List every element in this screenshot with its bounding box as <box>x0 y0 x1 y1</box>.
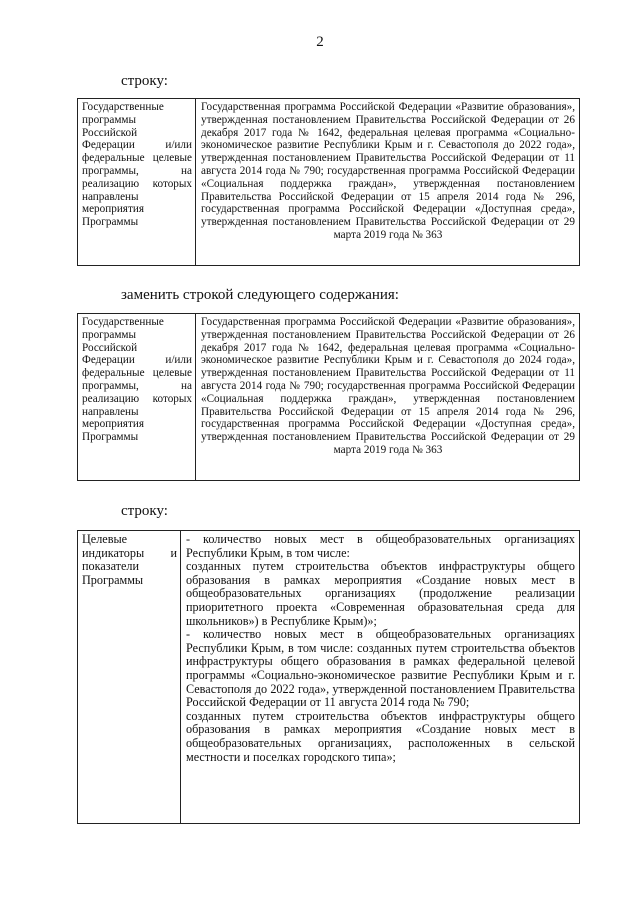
table-label-cell: Государственные программы Российской Федерации и/или федеральные целевые программы, на реализацию которых направлены мероприятия Программы <box>78 314 196 480</box>
table-content-cell: Государственная программа Российской Федерации «Развитие образования», утвержденная постановлением Правительства Российской Федерации от 26 декабря 2017 года № 1642, федеральная целевая программа «Социально-экономическое развитие Республики Крым и г. Севастополя до 2024 года», утвержденная постановлением Правительства Российской Федерации от 11 августа 2014 года № 790; государственная программа Российской Федерации «Социальная поддержка граждан», утвержденная постановлением Правительства Российской Федерации от 15 апреля 2014 года № 296, государственная программа Российской Федерации «Доступная среда», утвержденная постановлением Правительства Российской Федерации от 29 марта 2019 года № 363 <box>201 316 575 456</box>
intro-text-1: строку: <box>121 73 168 89</box>
table-new-programs <box>77 313 580 481</box>
indicator-paragraph: созданных путем строительства объектов инфраструктуры общего образования в рамках мероприятия «Создание новых мест в общеобразовательных организациях (продолжение реализации приоритетного проекта «Современная образовательная среда для школьников») в Республике Крым)»; <box>186 559 575 628</box>
table-content-cell: Государственная программа Российской Федерации «Развитие образования», утвержденная постановлением Правительства Российской Федерации от 26 декабря 2017 года № 1642, федеральная целевая программа «Социально-экономическое развитие Республики Крым и г. Севастополя до 2022 года», утвержденная постановлением Правительства Российской Федерации от 11 августа 2014 года № 790; государственная программа Российской Федерации «Социальная поддержка граждан», утвержденная постановлением Правительства Российской Федерации от 15 апреля 2014 года № 296, государственная программа Российской Федерации «Доступная среда», утвержденная постановлением Правительства Российской Федерации от 29 марта 2019 года № 363 <box>201 101 575 241</box>
indicator-paragraph: - количество новых мест в общеобразовательных организациях Республики Крым, в том числе: созданных путем строительства объектов инфраструктуры общего образования в рамках федеральной целевой программы «Социально-экономическое развитие Республики Крым и г. Севастополя до 2022 года», утвержденной постановлением Правительства Российской Федерации от 11 августа 2014 года № 790; <box>186 627 575 710</box>
indicator-paragraph: - количество новых мест в общеобразовательных организациях Республики Крым, в том числе: <box>186 532 575 560</box>
table-indicators <box>77 530 580 824</box>
table-old-programs <box>77 98 580 266</box>
page-number: 2 <box>316 34 324 50</box>
table-content-cell <box>181 531 579 823</box>
intro-text-2: заменить строкой следующего содержания: <box>121 287 399 303</box>
table-label-cell: Государственные программы Российской Федерации и/или федеральные целевые программы, на реализацию которых направлены мероприятия Программы <box>78 99 196 265</box>
indicator-paragraph: созданных путем строительства объектов инфраструктуры общего образования в рамках мероприятия «Создание новых мест в общеобразовательных организациях, расположенных в сельской местности и поселках городского типа»; <box>186 708 575 764</box>
intro-text-3: строку: <box>121 503 168 519</box>
table-label-cell: Целевые индикаторы и показатели Программы <box>78 531 181 823</box>
